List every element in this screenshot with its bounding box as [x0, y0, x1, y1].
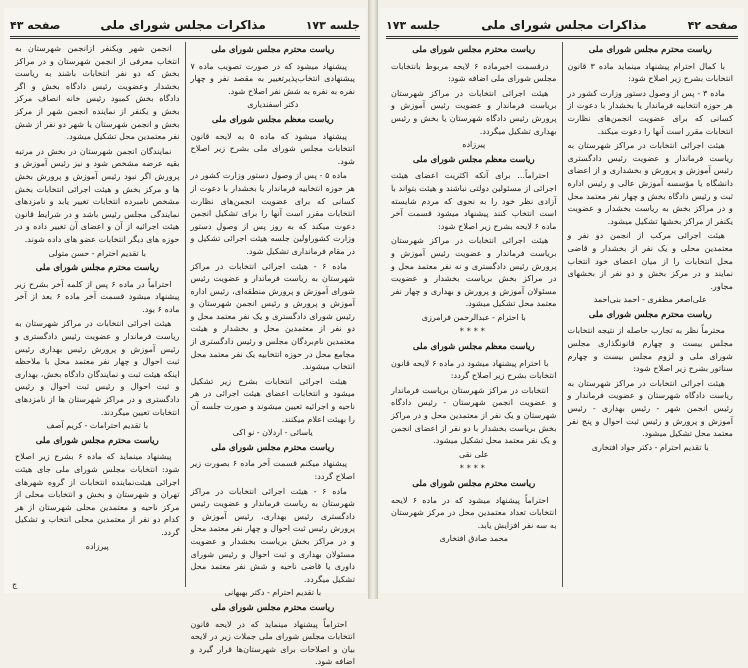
paragraph: با احترام پیشنهاد میشود در ماده ۶ لایحه قانون انتخابات بشرح زیر اصلاح گردد: — [391, 357, 557, 381]
paragraph: محترماً نظر به تجارب حاصله از نتیجه انتخابات مجلس بیست و چهارم قانونگذاری مجلس شورای ملی و لزوم مجلس بیست و چهارم سناتور بشرح زیر اصلاح شود: — [567, 325, 733, 374]
petition-title: ریاست محترم مجلس شورای ملی — [211, 45, 335, 55]
page-number: صفحه ۴۳ — [10, 18, 61, 32]
petition-title: ریاست محترم مجلس شورای ملی — [412, 479, 536, 489]
paragraph: هیئت اجرائی انتخابات در مراکز شهرستان به ریاست فرماندار و عضویت رئیس دادگستری رئیس آموزش و پرورش و بخشداری و از اعضای دانشگاه یا مؤسسه آموزش عالی و رئیس اداره ثبت و رئیس دادگاه بخش و چهار نفر معتمد محل و در مراکز بخش به ریاست بخشدار و عضویت یکنفر از مراکز بخشها تشکیل میشود. — [567, 140, 733, 226]
paragraph: احتراماً... برای آنکه اکثریت اعضای هیئت اجرائی از مسئولین دولتی نباشند و هیئت بتواند با آزادی نظر خود را به نحوی که مردم شایسته است انتخاب کنند پیشنهاد میشود قسمت آخر ماده ۶ لایحه بشرح زیر اصلاح شود: — [391, 170, 557, 231]
signature: با تقدیم احترام - دکتر جواد افتخاری — [591, 442, 709, 452]
right-page-columns — [386, 42, 738, 587]
paragraph: پیشنهاد میشود که در صورت تصویب ماده ۷ پیشنهادی انتخاب‌پذیرتغییر به مقصد نفر و چهار نفره به نفره به شش نفر اصلاح شود. — [190, 60, 355, 96]
paragraph: احتراماً پیشنهاد میشود که در ماده ۶ لایحه انتخابات تعداد معتمدین محل در مرکز شهرستان به سه نفر افزایش یابد. — [391, 494, 557, 530]
paragraph: پیشنهاد میکنم قسمت آخر ماده ۶ بصورت زیر اصلاح گردد: — [190, 458, 355, 481]
petition-title: ریاست معظم مجلس شورای ملی — [211, 114, 334, 125]
signature: علی نقی — [458, 449, 489, 459]
paragraph: هیئت اجرائی انتخابات در مراکز شهرستان بریاست فرماندار و عضویت رئیس آموزش و پرورش رئیس دادگستری و نه نفر معتمد محل و در مراکز بخش بریاست بخشدار و عضویت مسئولان آموزش و پرورش و بهداری و چهار نفر معتمد محل تشکیل میشود. — [391, 235, 557, 309]
text-column — [186, 42, 361, 667]
page-foot-mark: ج — [12, 580, 18, 589]
petition-title: ریاست محترم مجلس شورای ملی — [412, 45, 536, 55]
paragraph: ماده ۶ - هیئت اجرائی انتخابات در مراکز شهرستان به ریاست فرماندار و عضویت رئیس دادگستری رئیس بهداری، رئیس آموزش و پرورش رئیس ثبت احوال و چهار نفر معتمد محل و در مراکز بخش بریاست بخشدار و عضویت مسئولان بهداری و ثبت احوال و رئیس شورای داوری یا قاضی ناحیه و شش نفر معتمد محل تشکیل میگردد. — [190, 485, 355, 584]
paragraph: ماده ۳ - پس از وصول دستور وزارت کشور در هر حوزه انتخابیه فرماندار یا بخشدار با دعوت از کسانی که برای عضویت انجمن‌های نظارت انتخابات مقرر است آنها را دعوت میکند. — [567, 87, 733, 136]
petition-title: ریاست محترم مجلس شورای ملی — [588, 45, 712, 55]
left-page-columns — [10, 42, 360, 667]
signature: با تقدیم احترام - حسن متولی — [48, 248, 146, 258]
paragraph: هیئت اجرائی انتخابات در مراکز شهرستان به ریاست دادگاه شهرستان و عضویت فرماندار و رئیس انجمن شهر - رئیس بهداری - رئیس آموزش و پرورش و رئیس ثبت احوال و پنج نفر معتمد محل تشکیل میشود. — [567, 377, 733, 439]
signature: با تقدیم احترام - دکتر بهبهانی — [224, 588, 322, 598]
signature: علی‌اصغر مظفری - احمد بنی‌احمد — [593, 295, 707, 305]
page-number: صفحه ۴۲ — [687, 18, 738, 32]
paragraph: هیئت اجرائی انتخابات در مراکز شهرستان بریاست فرماندار و عضویت رئیس آموزش و پرورش رئیس دادگاه شهرستان یا بخش و رئیس بهداری تشکیل میگردد. — [391, 87, 557, 136]
signature: با تقدیم احترامات - کریم آصف — [46, 421, 149, 431]
paragraph: پیشنهاد میشود که ماده ۵ به لایحه قانون انتخابات مجلس شورای ملی بشرح زیر اصلاح شود. — [190, 130, 355, 166]
signature: پیرزاده — [462, 140, 486, 150]
separator-stars: **** — [459, 327, 488, 337]
text-column — [386, 42, 563, 587]
text-column — [10, 42, 186, 587]
petition-title: ریاست معظم مجلس شورای ملی — [412, 342, 535, 353]
book-gutter — [368, 0, 378, 599]
right-page-header — [386, 14, 738, 39]
signature: محمد صادق افتخاری — [439, 534, 509, 544]
signature: پیرزاده — [85, 541, 109, 551]
right-page — [380, 8, 744, 593]
paragraph: نمایندگان انجمن شهرستان در بخش در مرتبه بقیه عرضه مشخص شود و نیز رئیس آموزش و پرورش اگر نبود رئیس آموزش و پرورش بخش ها و مرکز بخش و هیئت اجرائی انتخابات بخش مشخص نامبرده انتخابات تغییر یابد و نامزدهای نمایندگی مجلس رئیس باشد و در شرایط قانون هیئت اجرائیه از آن و اعضای آن تغییر داده و در حوزه های دیگر انتخابات عضو های داده شوند. — [15, 145, 180, 244]
paragraph: احتراماً در ماده ۶ پس از کلمه آخر بشرح زیر پیشنهاد میشود قسمت آخر ماده ۶ بعد از آخر ماده ۶ بود. — [15, 278, 180, 314]
left-page-header — [10, 14, 360, 39]
petition-title: ریاست معظم مجلس شورای ملی — [412, 154, 535, 165]
text-column — [563, 42, 739, 587]
journal-title: مذاکرات مجلس شورای ملی — [100, 18, 266, 32]
petition-title: ریاست محترم مجلس شورای ملی — [588, 309, 712, 320]
session-number: جلسه ۱۷۳ — [305, 18, 360, 32]
paragraph: ماده ۵ - پس از وصول دستور وزارت کشور در هر حوزه انتخابیه فرماندار یا بخشدار با دعوت از کسانی که برای عضویت انجمن‌های نظارت انتخابات مقرر است آنها را برای تشکیل انجمن دعوت میکند که به روز پس از وصول دستور وزارت کشوراولین جلسه هیئت اجرائی تشکیل و در مقام فرمانداری تشکیل شود. — [190, 170, 355, 256]
paragraph: با کمال احترام پیشنهاد مینماید ماده ۳ قانون انتخابات بشرح زیر اصلاح شود: — [567, 60, 733, 84]
signature: دکتر اسفندیاری — [247, 100, 299, 110]
paragraph: انتخابات در مراکز شهرستان بریاست فرماندار و عضویت انجمن شهرستان - رئیس دادگاه شهرستان و یک نفر از معتمدین محل و در مراکز بخش بریاست بخشدار با دو نفر از اعضای انجمن و یک نفر معتمد محل تشکیل میشود. — [391, 384, 557, 446]
paragraph: پیشنهاد مینماید که ماده ۶ بشرح زیر اصلاح شود: انتخابات مجلس شورای ملی جای هیئت اجرائی هیئت‌نماینده انتخابات از گروه شهرهای تهران و شهرستان و بخش و انتخابات محلی از مرکز ناحیه و معتمدین محلی شهرستان از هر کدام دو نفر از معتمدین محلی انتخاب و تشکیل گردد. — [15, 451, 180, 537]
signature: یاسائی - اردلان - نو اکی — [232, 428, 313, 438]
paragraph: احتراماً پیشنهاد مینماید که در لایحه قانون انتخابات مجلس شورای ملی جملات زیر در لایحه بیان و اصلاحات برای شهرستان‌ها قرار گیرد و اضافه شود. — [190, 618, 355, 667]
petition-title: ریاست محترم مجلس شورای ملی — [211, 602, 335, 613]
petition-title: ریاست محترم مجلس شورای ملی — [35, 435, 159, 446]
paragraph: هیئت اجرائی انتخابات در مراکز شهرستان به ریاست فرماندار و عضویت رئیس دادگستری و رئیس آموزش و پرورش رئیس بهداری رئیس ثبت احوال و چهار نفر معتمد محل با ملاحظه اینکه هیئت ثبت و نمایندگان دادگاه بخش، بهداری و ثبت احوال و رئیس ثبت احوال و رئیس دادگستری و در مراکز شهرستان ها از نامزدهای انتخابات تعیین میگردند. — [15, 318, 180, 417]
signature: با احترام - عبدالرحمن فرامرزی — [421, 312, 526, 322]
paragraph: درقسمت اخیرماده ۶ لایحه مربوط بانتخابات مجلس شورای ملی اضافه شود: — [391, 60, 557, 84]
paragraph: انجمن شهر ویکنفر ازانجمن شهرستان به انتخاب معرفی از انجمن شهرستان و در مراکز بخش که دو نفر انتخابات باشند به ریاست بخشدار وعضویت رئیس دادگاه بخش و اگر دادگاه بخش کمبود رئیس خانه انصاف مرکز بخش و یکنفر از نماینده انجمن شهر از مرکز بخش و انجمن شهرستان یا شهر دو نفر از شش نفر معتمدین محل تشکیل میشود. — [15, 43, 180, 142]
session-number: جلسه ۱۷۳ — [386, 18, 441, 32]
paragraph: هیئت اجرائی مرکب از انجمن دو نفر و معتمدین محلی و یک نفر از بخشدار و قاضی محل انتخابات را از میان اعضای خود انتخاب نمایند و در مرکز بخش و دو نفر از بخشهای مجاور. — [567, 230, 733, 291]
paragraph: هیئت اجرائی انتخابات بشرح زیر تشکیل میشود و انتخابات اعضای هیئت اجرائی در هر ناحیه و اجرائیه تعیین میشوند و صورت جلسه آن را بهیئت اعلام میکنند. — [190, 375, 355, 424]
left-page — [4, 8, 366, 667]
journal-title: مذاکرات مجلس شورای ملی — [481, 18, 647, 32]
separator-stars: **** — [459, 464, 488, 474]
paragraph: ماده ۶ - هیئت اجرائی انتخابات در مراکز شهرستان به ریاست فرماندار و عضویت رئیس شورای آموزش و پرورش منطقه‌ای، رئیس اداره آموزش و پرورش و رئیس انجمن شهرستان و رئیس شورای دادگستری و یک نفر معتمد محل و دو نفر از معتمدین محل و بخشدار و هیئت معتمدین نام‌بردگان مجلس و رئیس دادگستری از مجامع محل در حوزه انتخابیه یک نفر معتمد محل انتخاب میشوند. — [190, 260, 355, 372]
petition-title: ریاست محترم مجلس شورای ملی — [35, 263, 159, 274]
petition-title: ریاست محترم مجلس شورای ملی — [211, 442, 335, 453]
